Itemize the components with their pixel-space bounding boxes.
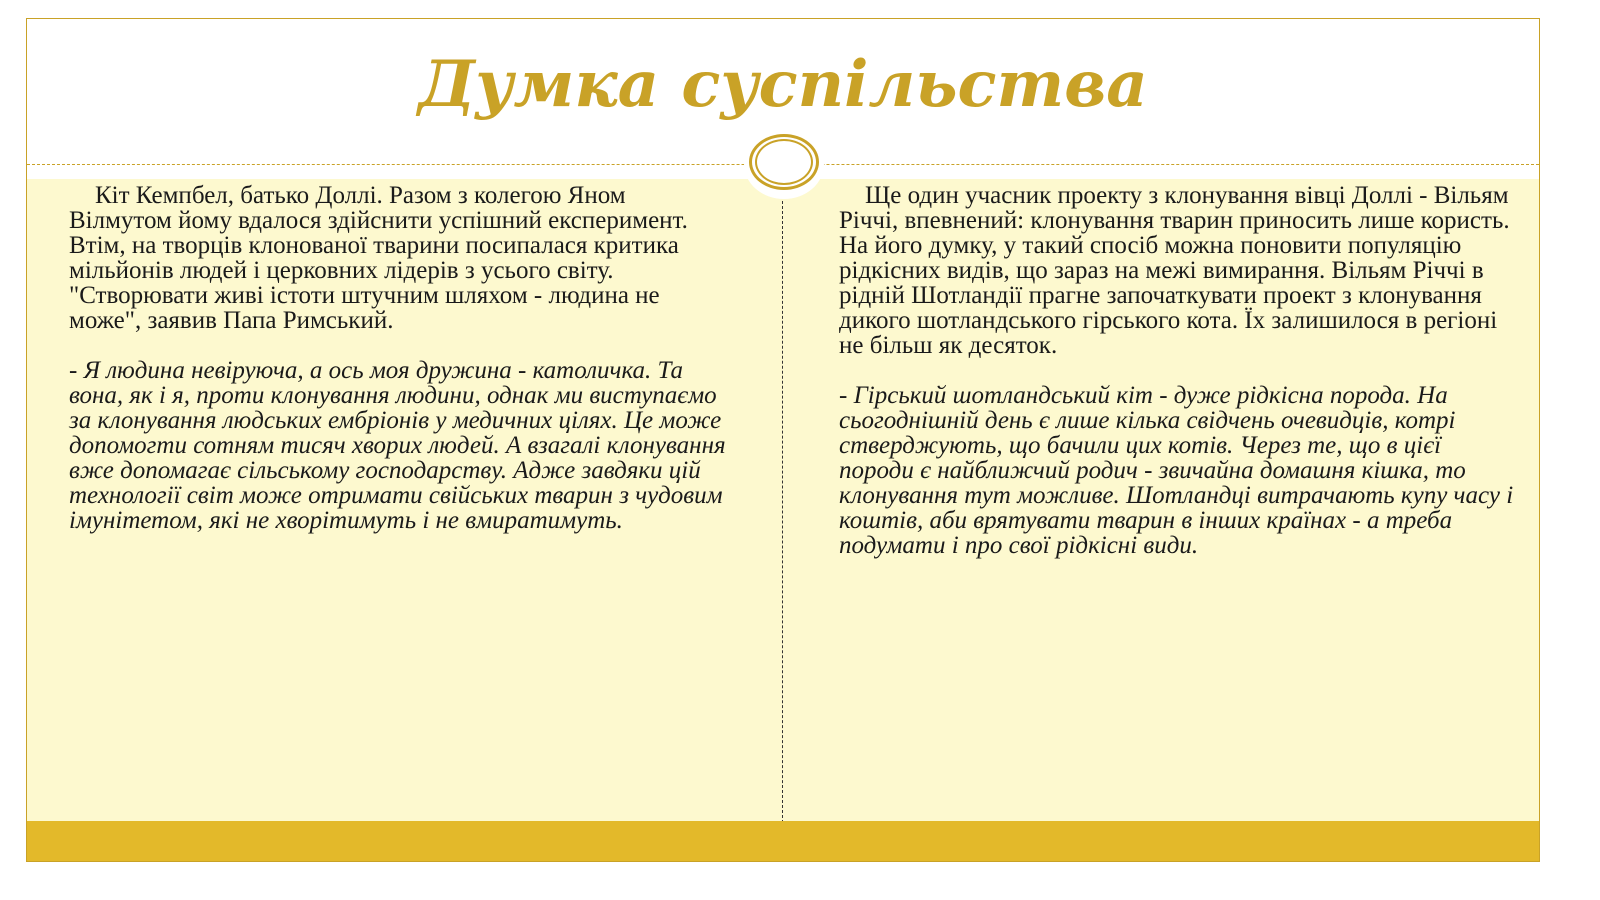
left-column (69, 183, 729, 533)
right-quote: - Гірський шотландський кіт - дуже рідкісна порода. На сьогоднішній день є лише кілька свідчень очевидців, котрі стверджують, що бачили цих котів. Через те, що в цієї породи є найближчий родич - звичайна домашня кішка, то клонування тут можливе. Шотландці витрачають купу часу і коштів, аби врятувати тварин в інших країнах - а треба подумати і про свої рідкісні види. (839, 382, 1514, 559)
bottom-bar (27, 821, 1539, 861)
left-quote: - Я людина невіруюча, а ось моя дружина - католичка. Та вона, як і я, проти клонування людини, однак ми виступаємо за клонування людських ембріонів у медичних цілях. Це може допомогти сотням тисяч хворих людей. А взагалі клонування вже допомагає сільському господарству. Адже завдяки цій технології світ може отримати свійських тварин з чудовим імунітетом, які не хворітимуть і не вмиратимуть. (69, 357, 726, 534)
slide-title: Думка суспільства (418, 47, 1148, 122)
column-divider (782, 201, 783, 823)
slide (26, 18, 1540, 862)
ornament-circle-icon (744, 129, 824, 199)
ornament-ring-inner (755, 139, 813, 185)
left-paragraph: Кіт Кемпбел, батько Доллі. Разом з колегою Яном Вілмутом йому вдалося здійснити успішний експеримент. Втім, на творців клонованої тварини посипалася критика мільйонів людей і церковних лідерів з усього світу. "Створювати живі істоти штучним шляхом - людина не може", заявив Папа Римський. (69, 182, 688, 334)
right-paragraph: Ще один учасник проекту з клонування вівці Доллі - Вільям Річчі, впевнений: клонування тварин приносить лише користь. На його думку, у такий спосіб можна поновити популяцію рідкісних видів, що зараз на межі вимирання. Вільям Річчі в рідній Шотландії прагне започаткувати проект з клонування дикого шотландського гірського кота. Їх залишилося в регіоні не більш як десяток. (839, 182, 1510, 359)
right-column (839, 183, 1519, 558)
